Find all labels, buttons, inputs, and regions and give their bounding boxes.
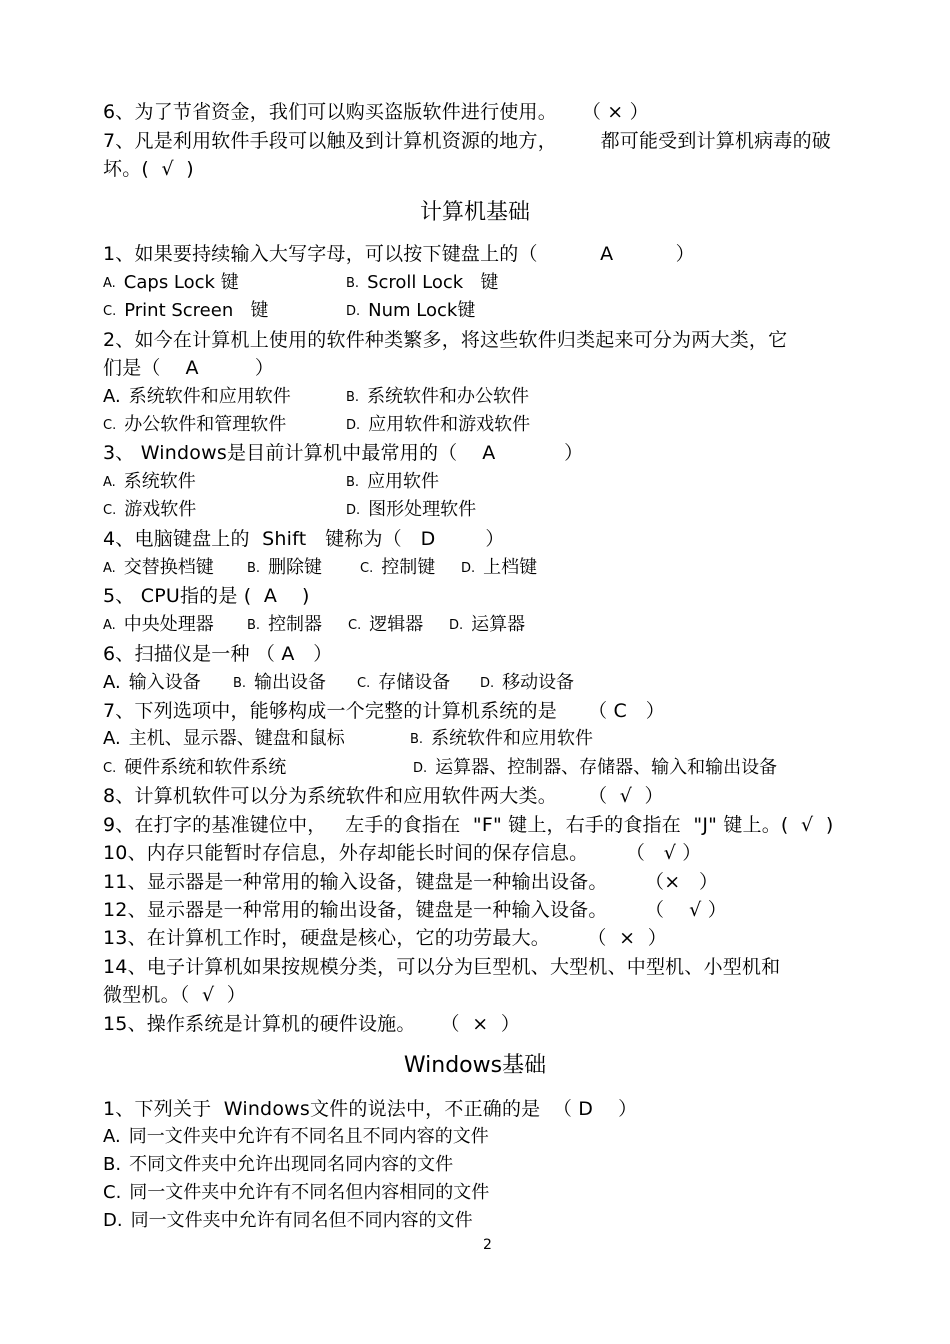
question-1: 1、如果要持续输入大写字母，可以按下键盘上的（ A ）	[103, 243, 695, 265]
intro-q6: 6、为了节省资金，我们可以购买盗版软件进行使用。 （ × ）	[103, 101, 649, 123]
option-d: D. 同一文件夹中允许有同名但不同内容的文件	[103, 1210, 473, 1231]
question-2-line1: 2、如今在计算机上使用的软件种类繁多，将这些软件归类起来可分为两大类，它	[103, 329, 788, 351]
option-d: D. 运算器	[449, 614, 526, 635]
option-c: C. 游戏软件	[103, 499, 197, 520]
question-14-line1: 14、电子计算机如果按规模分类，可以分为巨型机、大型机、中型机、小型机和	[103, 956, 781, 978]
option-a: A. 系统软件和应用软件	[103, 386, 291, 407]
option-d: D. 上档键	[461, 557, 538, 578]
question-14-line2: 微型机。（ √ ）	[103, 984, 246, 1006]
option-a: A. 中央处理器	[103, 614, 214, 635]
option-d: D. 图形处理软件	[346, 499, 477, 520]
option-d: D. Num Lock键	[346, 300, 476, 321]
option-a: A. 同一文件夹中允许有不同名且不同内容的文件	[103, 1126, 489, 1147]
option-d: D. 应用软件和游戏软件	[346, 414, 531, 435]
option-a: A. 系统软件	[103, 471, 196, 492]
question-9: 9、在打字的基准键位中， 左手的食指在 "F" 键上，右手的食指在 "J" 键上。( √ )	[103, 814, 834, 836]
option-a: A. Caps Lock 键	[103, 272, 239, 293]
option-c: C. 控制键	[360, 557, 436, 578]
option-b: B. 系统软件和应用软件	[410, 728, 594, 749]
question-5: 5、 CPU指的是 ( A )	[103, 585, 310, 607]
intro-q7-line1: 7、凡是利用软件手段可以触及到计算机资源的地方， 都可能受到计算机病毒的破	[103, 130, 831, 152]
section-title-windows-basics: Windows基础	[403, 1053, 547, 1078]
option-c: C. 逻辑器	[348, 614, 424, 635]
question-4: 4、电脑键盘上的 Shift 键称为（ D ）	[103, 528, 505, 550]
question-12: 12、显示器是一种常用的输出设备，键盘是一种输入设备。 （ √ ）	[103, 899, 727, 921]
option-a: A. 输入设备	[103, 672, 201, 693]
option-b: B. 删除键	[247, 557, 323, 578]
option-b: B. 应用软件	[346, 471, 440, 492]
question-10: 10、内存只能暂时存信息，外存却能长时间的保存信息。 （ √ ）	[103, 842, 702, 864]
question-6: 6、扫描仪是一种 （ A ）	[103, 643, 333, 665]
question-8: 8、计算机软件可以分为系统软件和应用软件两大类。 （ √ ）	[103, 785, 664, 807]
option-b: B. 不同文件夹中允许出现同名同内容的文件	[103, 1154, 454, 1175]
question-2-line2: 们是（ A ）	[103, 357, 275, 379]
question-11: 11、显示器是一种常用的输入设备，键盘是一种输出设备。 （× ）	[103, 871, 719, 893]
option-c: C. 硬件系统和软件系统	[103, 757, 287, 778]
option-d: D. 移动设备	[480, 672, 575, 693]
question-15: 15、操作系统是计算机的硬件设施。 （ × ）	[103, 1013, 521, 1035]
option-b: B. 输出设备	[233, 672, 327, 693]
option-b: B. 系统软件和办公软件	[346, 386, 530, 407]
option-c: C. 存储设备	[357, 672, 451, 693]
option-c: C. 办公软件和管理软件	[103, 414, 287, 435]
question-7: 7、下列选项中，能够构成一个完整的计算机系统的是 （ C ）	[103, 700, 665, 722]
option-d: D. 运算器、控制器、存储器、输入和输出设备	[413, 757, 778, 778]
intro-q7-line2: 坏。( √ )	[103, 158, 194, 180]
question-13: 13、在计算机工作时，硬盘是核心，它的功劳最大。 （ × ）	[103, 927, 667, 949]
option-a: A. 主机、显示器、键盘和鼠标	[103, 728, 345, 749]
option-b: B. 控制器	[247, 614, 323, 635]
question-3: 3、 Windows是目前计算机中最常用的（ A ）	[103, 442, 584, 464]
section-title-computer-basics: 计算机基础	[419, 200, 530, 225]
option-b: B. Scroll Lock 键	[346, 272, 499, 293]
option-c: C. Print Screen 键	[103, 300, 269, 321]
page-number: 2	[483, 1237, 492, 1253]
windows-question-1: 1、下列关于 Windows文件的说法中，不正确的是 （ D ）	[103, 1098, 638, 1120]
option-c: C. 同一文件夹中允许有不同名但内容相同的文件	[103, 1182, 490, 1203]
option-a: A. 交替换档键	[103, 557, 214, 578]
